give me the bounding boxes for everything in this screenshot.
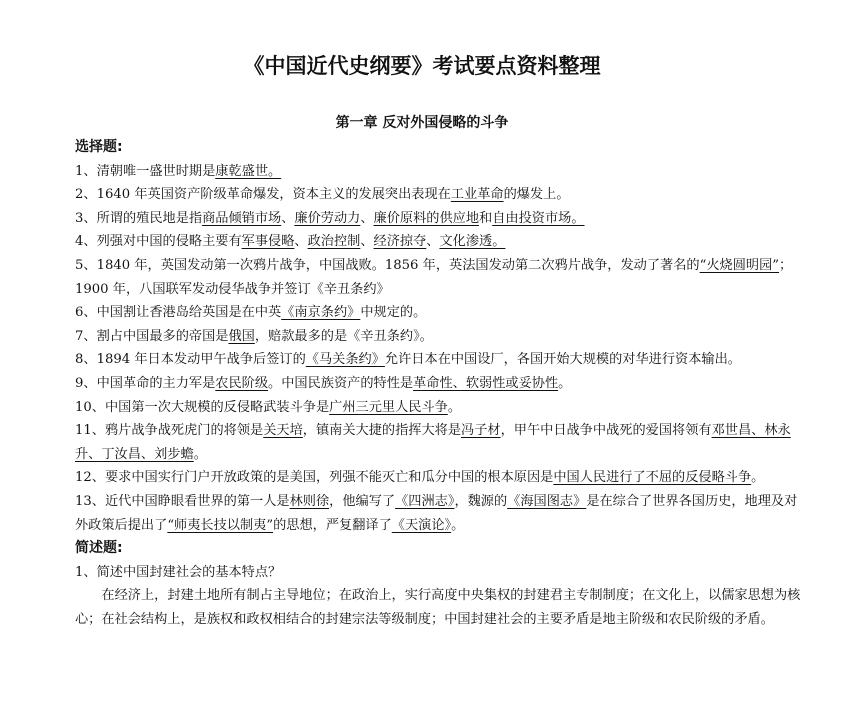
short-answer-list <box>75 561 803 632</box>
question-text: 允许日本在中国设厂，各国开始大规模的对华进行资本输出。 <box>384 352 741 368</box>
choice-question-item <box>75 254 803 301</box>
underlined-answer: 《海国图志》 <box>507 493 587 509</box>
question-text: ，甲午中日战争中战死的爱国将领有 <box>500 423 712 439</box>
question-text: 的爆发上。 <box>503 187 570 203</box>
question-text: 。 <box>193 446 207 462</box>
underlined-answer: 廉价劳动力 <box>294 210 361 226</box>
underlined-answer: “火烧圆明园” <box>699 257 780 273</box>
question-text: 、 <box>360 210 374 226</box>
question-text: 3、所谓的殖民地是指 <box>75 210 203 226</box>
question-text: 4、列强对中国的侵略主要有 <box>75 234 242 250</box>
question-text: ；1900 年，八国联军发动侵华战争并签订《辛丑条约》 <box>75 257 793 297</box>
choice-question-item <box>75 466 803 490</box>
underlined-answer: 俄国 <box>228 328 255 344</box>
document-body <box>75 136 803 631</box>
short-answer-question: 1、简述中国封建社会的基本特点？ <box>75 564 282 580</box>
question-text: 。 <box>447 399 462 415</box>
question-text: 5、1840 年，英国发动第一次鸦片战争，中国战败。1856 年，英法国发动第二次鸦片战争，发动了著名的 <box>75 257 700 273</box>
underlined-answer: 商品倾销市场 <box>202 210 282 226</box>
question-text: ，魏源的 <box>454 493 508 509</box>
underlined-answer: 广州三元里人民斗争 <box>329 399 448 415</box>
underlined-answer: 经济掠夺 <box>373 234 427 250</box>
question-text: 12、要求中国实行门户开放政策的是美国，列强不能灭亡和瓜分中国的根本原因是 <box>75 470 554 486</box>
underlined-answer: 《天演论》 <box>391 517 452 533</box>
choice-question-item <box>75 348 803 372</box>
underlined-answer: 《四洲志》 <box>395 493 455 509</box>
question-text: 1、清朝唯一盛世时期是 <box>75 163 216 179</box>
choice-question-item <box>75 325 803 349</box>
underlined-answer: 邓世昌、林永升、丁汝昌、刘步蟾 <box>75 423 791 462</box>
underlined-answer: 中国人民进行了不屈的反侵略斗争 <box>553 470 752 486</box>
question-text: 。 <box>751 470 765 486</box>
choice-section-heading: 选择题: <box>75 139 123 155</box>
question-text: 6、中国割让香港岛给英国是在中英 <box>75 305 282 321</box>
question-text: 2、1640 年英国资产阶级革命爆发，资本主义的发展突出表现在 <box>75 187 451 203</box>
question-text: 11、鸦片战争战死虎门的将领是 <box>75 423 264 439</box>
question-text: 。中国民族资产的特性是 <box>268 375 414 391</box>
choice-question-item <box>75 301 803 325</box>
underlined-answer: 冯子材 <box>461 423 501 439</box>
question-text: 7、割占中国最多的帝国是 <box>75 328 229 344</box>
choice-question-item <box>75 183 803 207</box>
underlined-answer: 《马关条约》 <box>305 352 385 368</box>
choice-question-item <box>75 207 803 231</box>
underlined-answer: 农民阶级 <box>215 375 269 391</box>
question-text: 的思想，严复翻译了 <box>273 517 392 533</box>
underlined-answer: 林则徐 <box>289 493 330 509</box>
short-answer-text: 在经济上，封建土地所有制占主导地位；在政治上，实行高度中央集权的封建君主专制制度；在文化上，以儒家思想为核心；在社会结构上，是族权和政权相结合的封建宗法等级制度；中国封建社会的主要矛盾是地主阶级和农民阶级的矛盾。 <box>75 588 801 627</box>
question-text: 、 <box>281 210 295 226</box>
underlined-answer: 自由投资市场。 <box>492 210 585 226</box>
underlined-answer: 关天培 <box>263 423 303 439</box>
question-text: ，他编写了 <box>329 493 396 509</box>
underlined-answer: “师夷长技以制夷” <box>167 517 274 533</box>
underlined-answer: 廉价原料的供应地 <box>373 210 480 226</box>
choice-question-item <box>75 160 803 184</box>
underlined-answer: 政治控制 <box>307 234 361 250</box>
choice-question-item <box>75 396 803 420</box>
choice-question-item <box>75 230 803 254</box>
question-text: ，赔款最多的是《辛丑条约》。 <box>254 328 433 344</box>
underlined-answer: 《南京条约》 <box>281 305 361 321</box>
underlined-answer: 军事侵略 <box>241 234 295 250</box>
question-text: 中规定的。 <box>360 305 427 321</box>
question-text: 10、中国第一次大规模的反侵略武装斗争是 <box>75 399 330 415</box>
choice-question-item <box>75 372 803 396</box>
chapter-title: 第一章 反对外国侵略的斗争 <box>335 115 509 131</box>
choice-question-list <box>75 160 803 538</box>
question-text: 、 <box>360 234 374 250</box>
question-text: 是在综合了世界各国历史，地理及对外政策后提出了 <box>75 493 798 533</box>
question-text: 。 <box>451 517 465 533</box>
question-text: ，镇南关大捷的指挥大将是 <box>302 423 462 439</box>
choice-question-item <box>75 490 803 537</box>
document-title: 《中国近代史纲要》考试要点资料整理 <box>243 54 601 78</box>
question-text: 8、1894 年日本发动甲午战争后签订的 <box>75 352 306 368</box>
question-text: 13、近代中国睁眼看世界的第一人是 <box>75 493 290 509</box>
question-text: 、 <box>426 234 440 250</box>
underlined-answer: 革命性、软弱性或妥协性 <box>413 375 559 391</box>
question-text: 和 <box>479 210 493 226</box>
short-answer-section-heading: 简述题: <box>75 540 123 557</box>
question-text: 。 <box>558 375 572 391</box>
underlined-answer: 文化渗透。 <box>439 234 506 250</box>
question-text: 9、中国革命的主力军是 <box>75 375 216 391</box>
choice-question-item <box>75 419 803 466</box>
question-text: 、 <box>294 234 308 250</box>
underlined-answer: 康乾盛世。 <box>215 163 282 179</box>
underlined-answer: 工业革命 <box>450 187 504 203</box>
